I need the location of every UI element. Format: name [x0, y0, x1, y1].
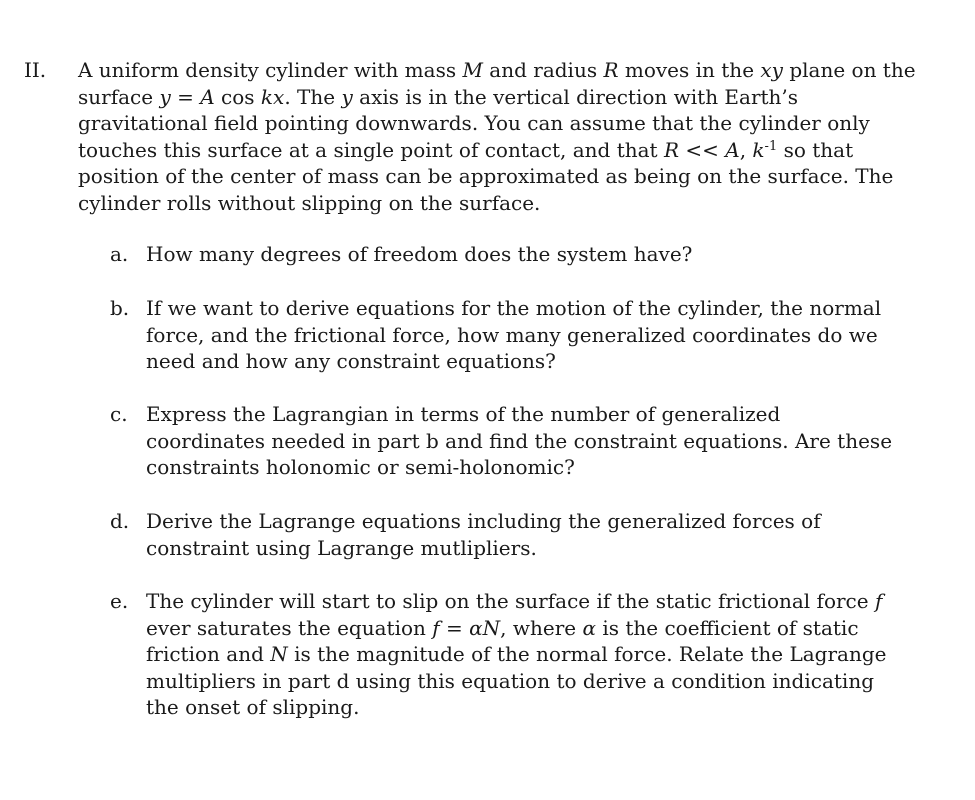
text-run: and radius — [482, 58, 604, 82]
superscript: -1 — [764, 138, 778, 154]
math-variable: R — [663, 137, 680, 162]
part-c — [110, 401, 900, 481]
text-run: so that position of the center of mass can be approximated as being on the surface. The cylinder rolls without slipping on the surface. — [78, 137, 894, 215]
text-run: cos — [214, 84, 261, 109]
math-variable: y — [341, 84, 353, 109]
text-run: Derive the Lagrange equations including the generalized forces of constraint using Lagrange mutlipliers. — [146, 509, 821, 560]
text-run: A uniform density cylinder with mass — [78, 58, 463, 82]
math-variable: f — [874, 589, 883, 613]
text-run: . The — [284, 84, 342, 109]
problem-intro — [78, 57, 918, 216]
math-variable: α — [582, 615, 596, 640]
text-run: plane on the surface — [78, 58, 916, 109]
text-run: is the magnitude of the normal force. Relate the Lagrange multipliers in part d using this equation to derive a condition indicating the onset of slipping. — [146, 642, 887, 719]
part-letter: d. — [110, 509, 130, 533]
math-variable: k — [752, 137, 765, 162]
part-text — [146, 508, 900, 561]
math-variable: kx — [260, 84, 285, 109]
math-variable: A — [725, 137, 740, 162]
text-run: is the coefficient of static friction and — [146, 615, 859, 666]
math-variable: M — [462, 58, 483, 82]
math-variable: xy — [760, 58, 783, 82]
problem-number: II. — [24, 58, 47, 82]
part-d — [110, 508, 900, 561]
part-a — [110, 241, 900, 268]
text-run: = — [439, 615, 470, 640]
part-text — [146, 588, 900, 721]
text-run: If we want to derive equations for the motion of the cylinder, the normal force, and the frictional force, how many generalized coordinates do we need and how any constraint equations? — [146, 296, 882, 373]
part-letter: c. — [110, 402, 128, 426]
text-run: , — [739, 137, 753, 162]
text-run: , where — [500, 615, 583, 640]
part-e — [110, 588, 900, 721]
part-letter: b. — [110, 296, 130, 320]
text-run: How many degrees of freedom does the system have? — [146, 242, 693, 266]
math-variable: f — [432, 615, 440, 640]
math-variable: αN — [469, 615, 501, 640]
part-letter: a. — [110, 242, 129, 266]
text-run: axis is in the vertical direction with Earth’s gravitational field pointing downwards. You can assume that the cylinder only touches this surface at a single point of contact, and that — [78, 84, 870, 162]
part-text — [146, 295, 900, 375]
part-letter: e. — [110, 589, 129, 613]
part-text — [146, 401, 900, 481]
part-text — [146, 241, 900, 268]
math-variable: N — [270, 642, 288, 666]
text-run: The cylinder will start to slip on the surface if the static frictional force — [146, 589, 875, 613]
text-run: moves in the — [618, 58, 761, 82]
text-run: << — [679, 137, 726, 162]
math-variable: R — [603, 58, 619, 82]
math-variable: y — [159, 84, 171, 109]
text-run: = — [170, 84, 201, 109]
math-variable: A — [200, 84, 215, 109]
text-run: ever saturates the equation — [146, 615, 433, 640]
text-run: Express the Lagrangian in terms of the number of generalized coordinates needed in part b and find the constraint equations. Are these constraints holonomic or semi-holonomic? — [146, 402, 893, 479]
part-b — [110, 295, 900, 375]
